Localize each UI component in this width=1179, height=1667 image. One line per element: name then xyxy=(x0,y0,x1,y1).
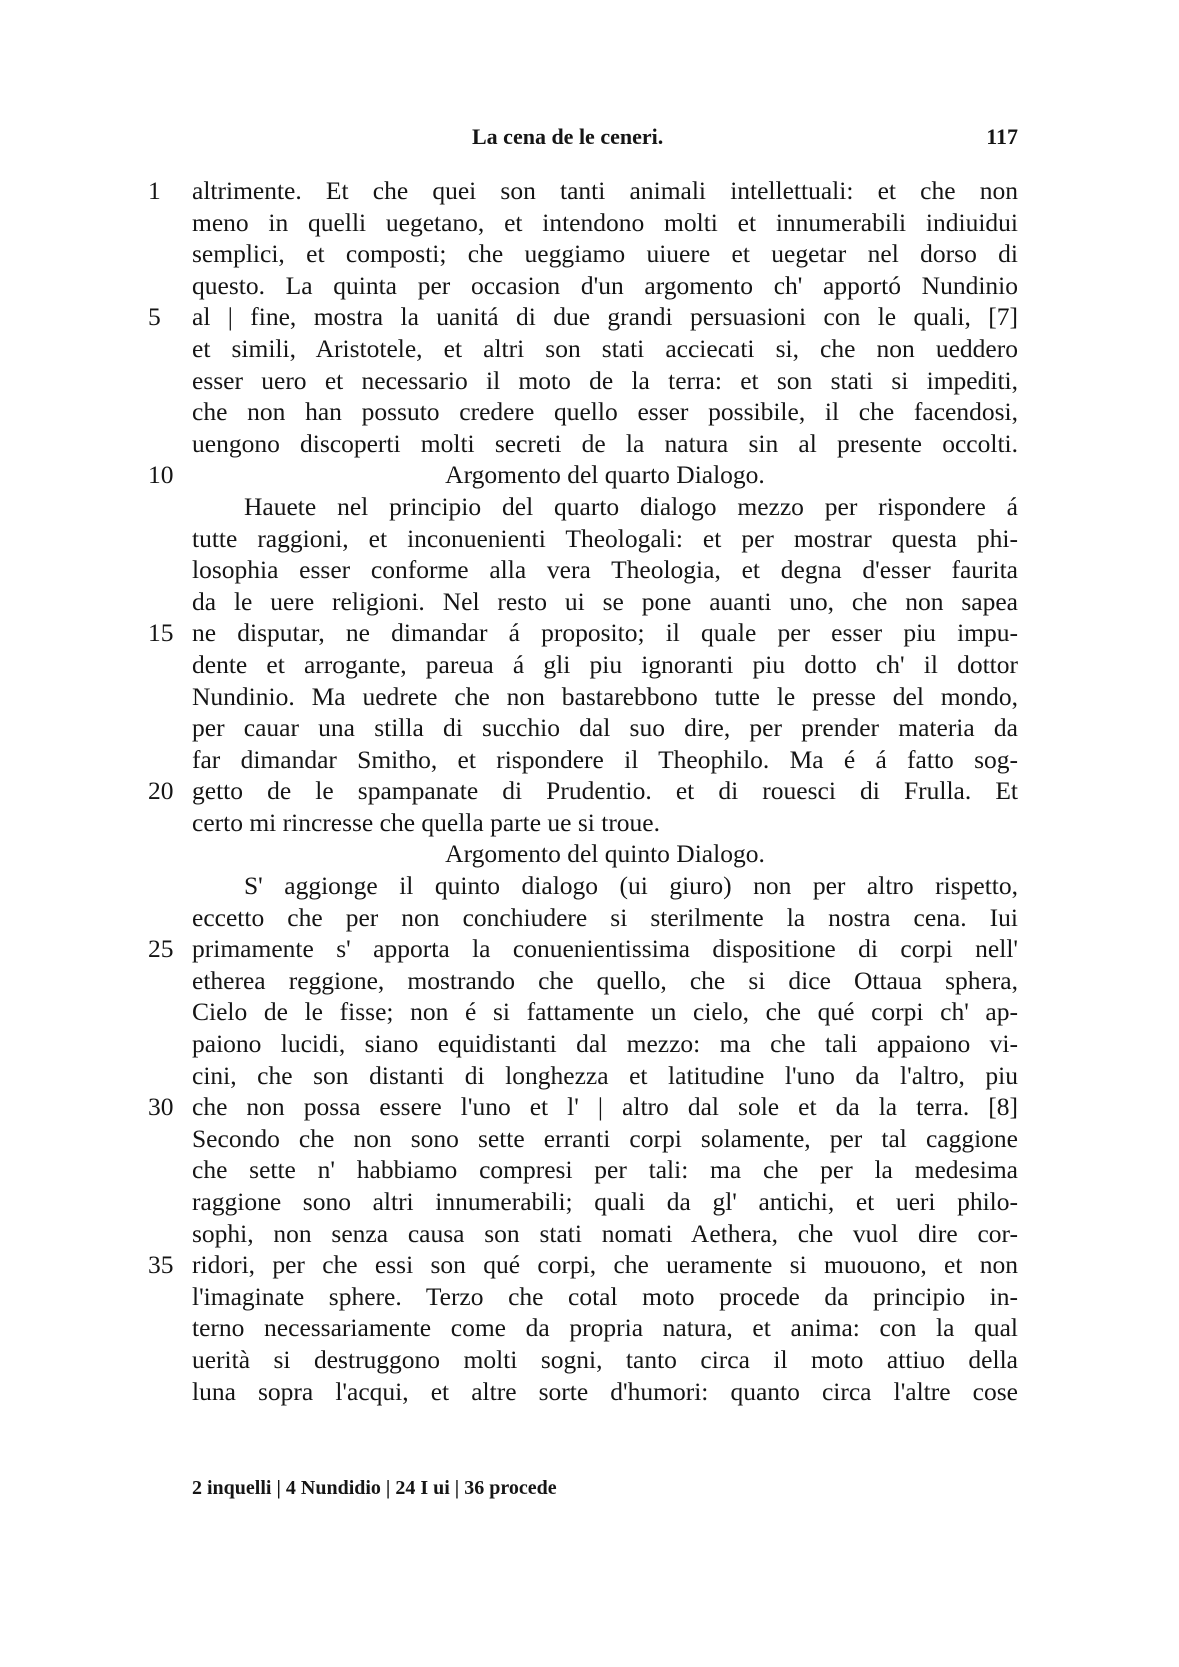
running-title: La cena de le ceneri. xyxy=(472,124,664,149)
line-text: tutte raggioni, et inconuenienti Theologali: et per mostrar questa phi- xyxy=(192,523,1018,553)
running-header xyxy=(192,124,1018,154)
text-line xyxy=(192,1123,1018,1155)
line-number: 25 xyxy=(148,934,174,964)
text-line xyxy=(192,491,1018,523)
heading-text: Argomento del quarto Dialogo. xyxy=(445,460,765,490)
line-text: esser uero et necessario il moto de la terra: et son stati si impediti, xyxy=(192,365,1018,395)
text-line xyxy=(192,207,1018,239)
line-number: 5 xyxy=(148,302,161,332)
text-line xyxy=(192,1060,1018,1092)
text-line xyxy=(192,428,1018,460)
line-text: losophia esser conforme alla vera Theologia, et degna d'esser faurita xyxy=(192,555,1018,585)
line-text: terno necessariamente come da propria natura, et anima: con la qual xyxy=(192,1313,1018,1343)
line-text: getto de le spampanate di Prudentio. et di rouesci di Frulla. Et xyxy=(192,776,1018,806)
line-text: S' aggionge il quinto dialogo (ui giuro) non per altro rispetto, xyxy=(244,871,1018,901)
text-line xyxy=(192,1344,1018,1376)
text-line xyxy=(192,523,1018,555)
text-line xyxy=(192,554,1018,586)
text-line xyxy=(192,1028,1018,1060)
text-line xyxy=(192,586,1018,618)
line-text: al | fine, mostra la uanitá di due grandi persuasioni con le quali, [7] xyxy=(192,302,1018,332)
line-text: cini, che son distanti di longhezza et latitudine l'uno da l'altro, piu xyxy=(192,1060,1018,1090)
text-line xyxy=(192,238,1018,270)
text-line xyxy=(148,175,1018,207)
text-line xyxy=(148,775,1018,807)
line-number: 30 xyxy=(148,1092,174,1122)
line-text: paiono lucidi, siano equidistanti dal mezzo: ma che tali appaiono vi- xyxy=(192,1029,1018,1059)
line-number: 1 xyxy=(148,176,161,205)
line-text: certo mi rincresse che quella parte ue si troue. xyxy=(192,807,661,837)
text-line xyxy=(192,333,1018,365)
text-line xyxy=(148,617,1018,649)
line-text: far dimandar Smitho, et rispondere il Theophilo. Ma é á fatto sog- xyxy=(192,744,1018,774)
line-text: per cauar una stilla di succhio dal suo dire, per prender materia da xyxy=(192,713,1018,743)
page-number: 117 xyxy=(986,124,1018,149)
text-line xyxy=(192,649,1018,681)
line-text: uerità si destruggono molti sogni, tanto circa il moto attiuo della xyxy=(192,1344,1018,1374)
heading-text: Argomento del quinto Dialogo. xyxy=(445,839,765,869)
line-text: che sette n' habbiamo compresi per tali: ma che per la medesima xyxy=(192,1155,1018,1185)
line-text: altrimente. Et che quei son tanti animali intellettuali: et che non xyxy=(192,176,1018,205)
line-text: ridori, per che essi son qué corpi, che ueramente si muouono, et non xyxy=(192,1250,1018,1280)
text-line xyxy=(192,870,1018,902)
line-text: l'imaginate sphere. Terzo che cotal moto procede da principio in- xyxy=(192,1281,1018,1311)
line-number: 35 xyxy=(148,1250,174,1280)
text-line xyxy=(192,365,1018,397)
text-line xyxy=(192,1376,1018,1408)
line-text: ne disputar, ne dimandar á proposito; il quale per esser piu impu- xyxy=(192,618,1018,648)
line-text: da le uere religioni. Nel resto ui se pone auanti uno, che non sapea xyxy=(192,586,1018,616)
line-number: 20 xyxy=(148,776,174,806)
footnote-apparatus: 2 inquelli | 4 Nundidio | 24 I ui | 36 procede xyxy=(192,1477,557,1499)
text-line xyxy=(192,996,1018,1028)
line-text: che non possa essere l'uno et l' | altro dal sole et da la terra. [8] xyxy=(192,1092,1018,1122)
line-text: luna sopra l'acqui, et altre sorte d'humori: quanto circa l'altre cose xyxy=(192,1376,1018,1406)
text-line xyxy=(192,1281,1018,1313)
line-text: Secondo che non sono sette erranti corpi solamente, per tal caggione xyxy=(192,1123,1018,1153)
main-text xyxy=(148,175,1018,1407)
text-line xyxy=(148,933,1018,965)
line-text: raggione sono altri innumerabili; quali da gl' antichi, et ueri philo- xyxy=(192,1187,1018,1216)
text-line xyxy=(192,1218,1018,1250)
text-line xyxy=(148,301,1018,333)
text-line xyxy=(192,681,1018,713)
line-text: semplici, et composti; che ueggiamo uiuere et uegetar nel dorso di xyxy=(192,239,1018,269)
text-line xyxy=(192,902,1018,934)
text-line xyxy=(192,396,1018,428)
text-line xyxy=(192,965,1018,997)
line-text: eccetto che per non conchiudere si sterilmente la nostra cena. Iui xyxy=(192,902,1018,932)
text-line xyxy=(192,1186,1018,1218)
section-heading xyxy=(148,459,1018,491)
line-text: questo. La quinta per occasion d'un argomento ch' apportó Nundinio xyxy=(192,270,1018,300)
section-heading xyxy=(192,838,1018,870)
text-line xyxy=(192,1312,1018,1344)
line-text: primamente s' apporta la conuenientissima dispositione di corpi nell' xyxy=(192,934,1018,964)
line-text: Nundinio. Ma uedrete che non bastarebbono tutte le presse del mondo, xyxy=(192,681,1018,711)
line-text: sophi, non senza causa son stati nomati Aethera, che vuol dire cor- xyxy=(192,1218,1018,1248)
line-text: etherea reggione, mostrando che quello, che si dice Ottaua sphera, xyxy=(192,965,1018,995)
text-line xyxy=(192,744,1018,776)
text-line xyxy=(192,270,1018,302)
text-line xyxy=(192,807,1018,839)
line-text: Cielo de le fisse; non é si fattamente un cielo, che qué corpi ch' ap- xyxy=(192,997,1018,1027)
line-text: Hauete nel principio del quarto dialogo mezzo per rispondere á xyxy=(244,491,1018,521)
line-text: uengono discoperti molti secreti de la natura sin al presente occolti. xyxy=(192,428,1018,458)
line-text: che non han possuto credere quello esser possibile, il che facendosi, xyxy=(192,397,1018,427)
text-line xyxy=(192,1154,1018,1186)
text-line xyxy=(148,1091,1018,1123)
line-number: 15 xyxy=(148,618,174,648)
text-line xyxy=(192,712,1018,744)
line-text: meno in quelli uegetano, et intendono molti et innumerabili indiuidui xyxy=(192,207,1018,237)
line-number: 10 xyxy=(148,460,174,490)
line-text: dente et arrogante, pareua á gli piu ignoranti piu dotto ch' il dottor xyxy=(192,649,1018,679)
line-text: et simili, Aristotele, et altri son stati acciecati si, che non ueddero xyxy=(192,333,1018,363)
text-line xyxy=(148,1249,1018,1281)
